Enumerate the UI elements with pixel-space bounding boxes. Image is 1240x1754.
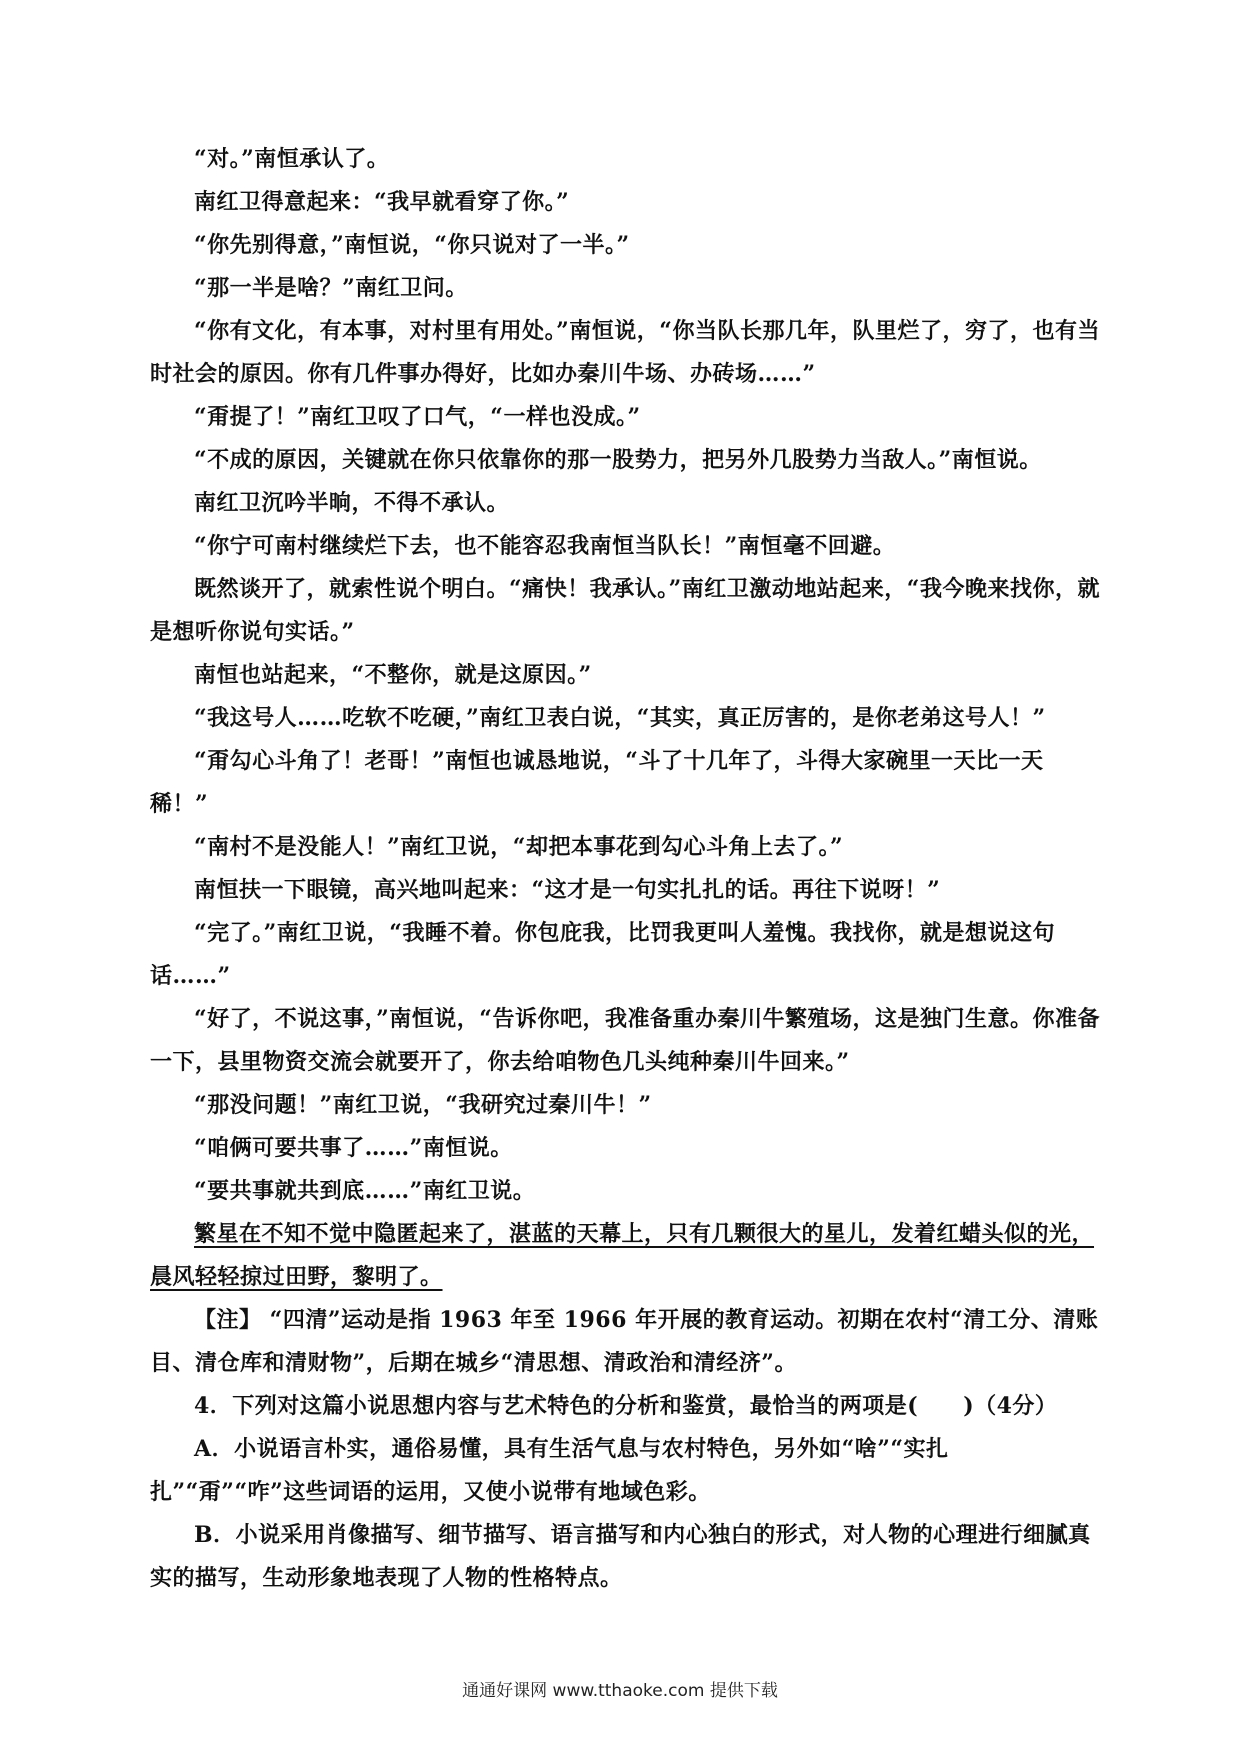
page-footer: 通通好课网 www.tthaoke.com 提供下载 — [462, 1681, 778, 1701]
paragraph-12: “我这号人……吃软不吃硬，”南红卫表白说，“其实，真正厉害的，是你老弟这号人！” — [194, 705, 1046, 731]
paragraph-1: “对。”南恒承认了。 — [194, 146, 390, 172]
paragraph-6: “甭提了！”南红卫叹了口气，“一样也没成。” — [194, 404, 641, 430]
paragraph-2: 南红卫得意起来：“我早就看穿了你。” — [194, 189, 570, 215]
paragraph-19: “咱俩可要共事了……”南恒说。 — [194, 1135, 513, 1161]
paragraph-11: 南恒也站起来，“不整你，就是这原因。” — [194, 662, 592, 688]
paragraph-7: “不成的原因，关键就在你只依靠你的那一股势力，把另外几股势力当敌人。”南恒说。 — [194, 447, 1042, 473]
question-stem: 4．下列对这篇小说思想内容与艺术特色的分析和鉴赏，最恰当的两项是( )（4分） — [194, 1393, 1058, 1419]
paragraph-4: “那一半是啥？”南红卫问。 — [194, 275, 468, 301]
paragraph-16: “完了。”南红卫说，“我睡不着。你包庇我，比罚我更叫人羞愧。我找你，就是想说这句话……” — [150, 920, 1055, 989]
paragraph-3: “你先别得意，”南恒说，“你只说对了一半。” — [194, 232, 630, 258]
paragraph-10: 既然谈开了，就索性说个明白。“痛快！我承认。”南红卫激动地站起来，“我今晚来找你，就是想听你说句实话。” — [150, 576, 1100, 645]
paragraph-5: “你有文化，有本事，对村里有用处。”南恒说，“你当队长那几年，队里烂了，穷了，也有当时社会的原因。你有几件事办得好，比如办秦川牛场、办砖场……” — [150, 318, 1100, 387]
paragraph-13: “甭勾心斗角了！老哥！”南恒也诚恳地说，“斗了十几年了，斗得大家碗里一天比一天稀！” — [150, 748, 1044, 817]
paragraph-8: 南红卫沉吟半晌，不得不承认。 — [194, 490, 510, 516]
document-body — [150, 138, 1100, 1600]
paragraph-17: “好了，不说这事，”南恒说，“告诉你吧，我准备重办秦川牛繁殖场，这是独门生意。你准备一下，县里物资交流会就要开了，你去给咱物色几头纯种秦川牛回来。” — [150, 1006, 1100, 1075]
question-option-b: B．小说采用肖像描写、细节描写、语言描写和内心独白的形式，对人物的心理进行细腻真实的描写，生动形象地表现了人物的性格特点。 — [150, 1522, 1091, 1591]
paragraph-9: “你宁可南村继续烂下去，也不能容忍我南恒当队长！”南恒毫不回避。 — [194, 533, 896, 559]
paragraph-14: “南村不是没能人！”南红卫说，“却把本事花到勾心斗角上去了。” — [194, 834, 844, 860]
paragraph-15: 南恒扶一下眼镜，高兴地叫起来：“这才是一句实扎扎的话。再往下说呀！” — [194, 877, 941, 903]
paragraph-18: “那没问题！”南红卫说，“我研究过秦川牛！” — [194, 1092, 652, 1118]
question-option-a: A．小说语言朴实，通俗易懂，具有生活气息与农村特色，另外如“啥”“实扎扎”“甭”“咋”这些词语的运用，又使小说带有地域色彩。 — [150, 1436, 949, 1505]
underlined-paragraph: 繁星在不知不觉中隐匿起来了，湛蓝的天幕上，只有几颗很大的星儿，发着红蜡头似的光，晨风轻轻掠过田野，黎明了。 — [150, 1221, 1095, 1290]
note-paragraph: 【注】 “四清”运动是指 1963 年至 1966 年开展的教育运动。初期在农村“清工分、清账目、清仓库和清财物”，后期在城乡“清思想、清政治和清经济”。 — [150, 1307, 1099, 1376]
paragraph-20: “要共事就共到底……”南红卫说。 — [194, 1178, 536, 1204]
